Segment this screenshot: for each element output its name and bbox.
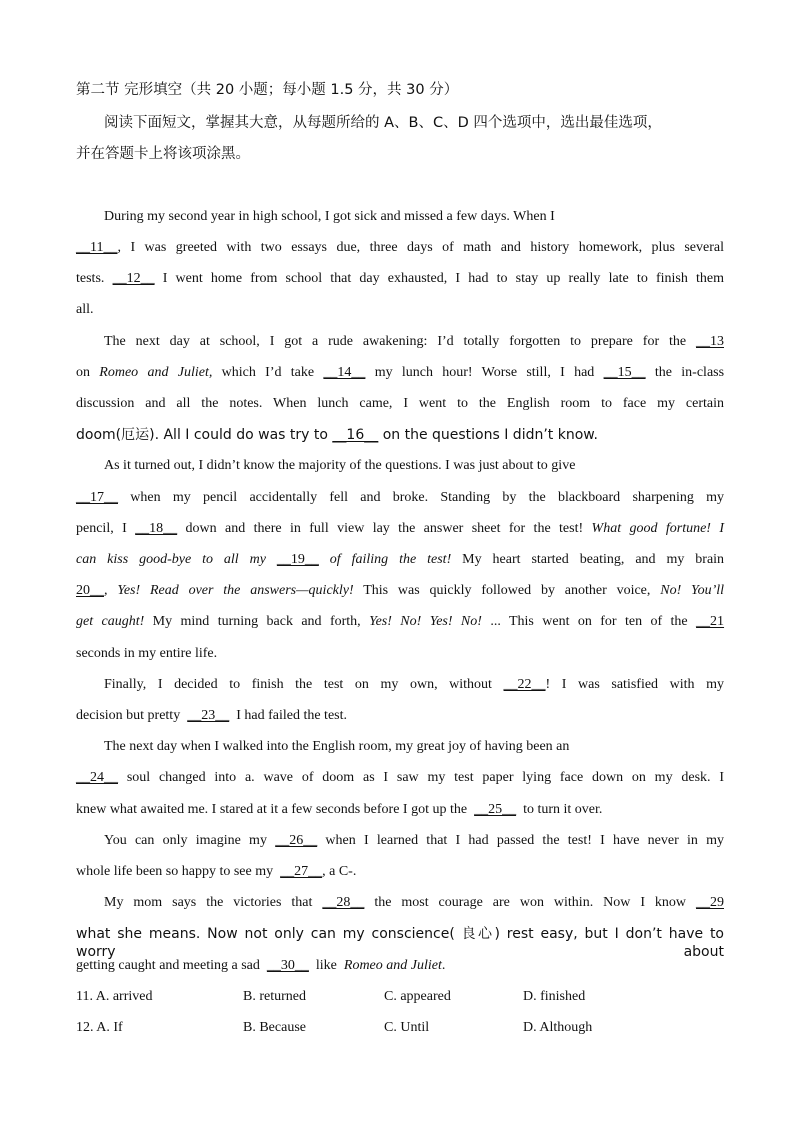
passage-line: seconds in my entire life. (76, 646, 218, 661)
option-item: D. Although (523, 1020, 593, 1035)
passage-line: My mom says the victories that __28__ the most courage are won within. Now I know __29 (104, 895, 724, 910)
blank-17: __17__ (76, 490, 118, 505)
option-item: D. finished (523, 989, 586, 1004)
blank-29: __29 (696, 895, 724, 910)
blank-16: __16__ (332, 427, 379, 443)
blank-20: 20__ (76, 583, 104, 598)
passage-line: can kiss good-bye to all my __19__ of failing the test! My heart started beating, and my brain (76, 552, 725, 567)
blank-25: __25__ (474, 802, 517, 817)
blank-30: __30__ (266, 958, 309, 973)
instruction-line-2: 并在答题卡上将该项涂黑。 (76, 146, 250, 162)
blank-15: __15__ (603, 365, 646, 380)
blank-14: __14__ (323, 365, 366, 380)
passage-line: You can only imagine my __26__ when I learned that I had passed the test! I have never in my (104, 833, 724, 848)
option-item: C. Until (384, 1020, 430, 1035)
blank-26: __26__ (275, 833, 318, 848)
passage-line: all. (76, 302, 94, 317)
blank-18: __18__ (135, 521, 178, 536)
option-item: 11. A. arrived (76, 989, 153, 1004)
option-item: C. appeared (384, 989, 451, 1004)
passage-line: knew what awaited me. I stared at it a few seconds before I got up the __25__ to turn it over. (76, 802, 603, 817)
passage-line: tests. __12__ I went home from school that day exhausted, I had to stay up really late to finish them (76, 271, 725, 286)
blank-27: __27__ (280, 864, 323, 879)
blank-21: __21 (696, 614, 725, 629)
passage-line: The next day when I walked into the English room, my great joy of having been an (104, 739, 570, 754)
blank-28: __28__ (322, 895, 365, 910)
option-item: B. returned (243, 989, 306, 1004)
blank-24: __24__ (76, 770, 118, 785)
passage-line: on Romeo and Juliet, which I’d take __14__ my lunch hour! Worse still, I had __15__ the in-class (76, 365, 725, 380)
passage-line: getting caught and meeting a sad __30__ like Romeo and Juliet. (76, 958, 446, 973)
blank-12: __12__ (112, 271, 155, 286)
passage-line: discussion and all the notes. When lunch came, I went to the English room to face my certain (76, 396, 724, 411)
passage-line: As it turned out, I didn’t know the majority of the questions. I was just about to give (104, 458, 576, 473)
passage-line: Finally, I decided to finish the test on my own, without __22__! I was satisfied with my (104, 677, 725, 692)
blank-22: __22__ (503, 677, 546, 692)
instruction-line-1: 阅读下面短文，掌握其大意，从每题所给的 A、B、C、D 四个选项中，选出最佳选项， (104, 115, 662, 131)
blank-13: __13 (696, 334, 724, 349)
blank-23: __23__ (187, 708, 230, 723)
title-italic: Romeo and Juliet, (99, 365, 213, 380)
blank-19: __19__ (276, 552, 319, 567)
passage-line: decision but pretty __23__ I had failed the test. (76, 708, 347, 723)
passage-line: __17__ when my pencil accidentally fell and broke. Standing by the blackboard sharpening my (76, 490, 725, 505)
passage-line: get caught! My mind turning back and forth, Yes! No! Yes! No! ... This went on for ten of the __21 (76, 614, 725, 629)
option-item: B. Because (243, 1020, 306, 1035)
option-item: 12. A. If (76, 1020, 123, 1035)
passage-line: pencil, I __18__ down and there in full view lay the answer sheet for the test! What good fortune! I (76, 521, 725, 536)
section-title: 第二节 完形填空（共 20 小题；每小题 1.5 分，共 30 分） (76, 82, 459, 98)
passage-line: doom(厄运). All I could do was try to __16__ on the questions I didn’t know. (76, 427, 598, 443)
passage-line: __24__ soul changed into a. wave of doom as I saw my test paper lying face down on my desk. I (76, 770, 724, 785)
passage-line: During my second year in high school, I got sick and missed a few days. When I (104, 209, 555, 224)
blank-11: __11__ (76, 240, 118, 255)
passage-line: what she means. Now not only can my conscience( 良心) rest easy, but I don’t have to worry about (76, 926, 724, 960)
passage-line: The next day at school, I got a rude awakening: I’d totally forgotten to prepare for the __13 (104, 334, 724, 349)
title-italic: Romeo and Juliet (343, 958, 442, 973)
passage-line: whole life been so happy to see my __27__, a C-. (76, 864, 357, 879)
passage-line: 20__, Yes! Read over the answers—quickly! This was quickly followed by another voice, No! You’ll (76, 583, 725, 598)
passage-line: __11__, I was greeted with two essays due, three days of math and history homework, plus several (76, 240, 724, 255)
